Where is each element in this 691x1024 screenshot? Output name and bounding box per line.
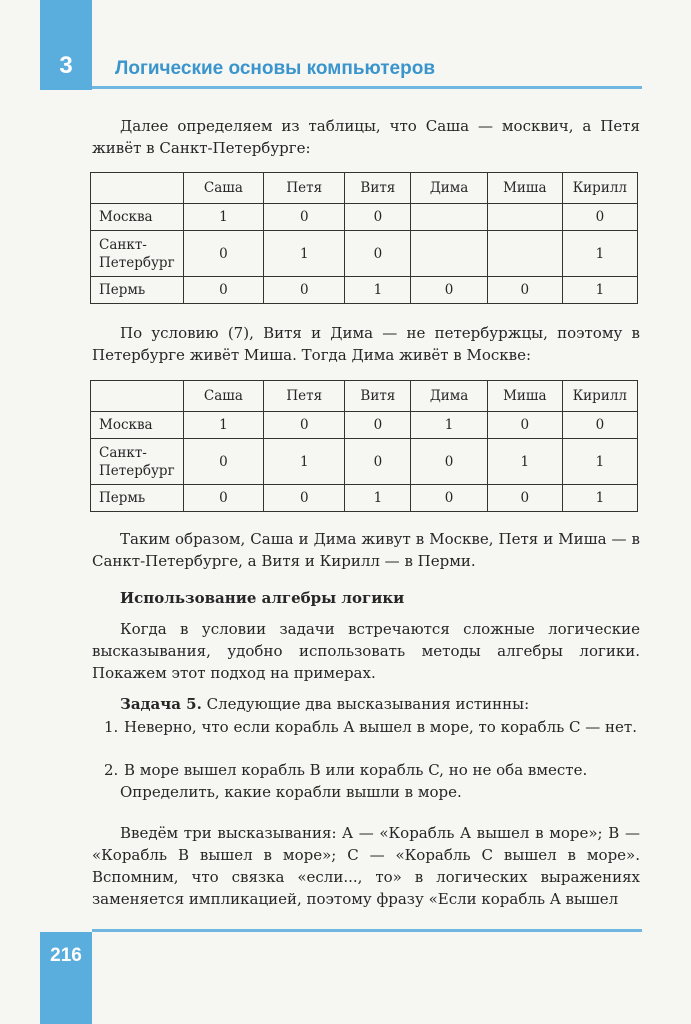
table-cell: 0 [183, 439, 263, 485]
task-item-2: 2. В море вышел корабль B или корабль C, но не оба вместе. [104, 761, 588, 779]
table-cell: 1 [183, 412, 263, 439]
column-header: Кирилл [562, 381, 637, 412]
table-cell: 1 [183, 204, 263, 231]
table-cell [411, 231, 488, 277]
table-2 [90, 380, 638, 512]
task-question: Определить, какие корабли вышли в море. [120, 783, 462, 801]
table-cell: 0 [264, 485, 345, 512]
table-cell: 1 [264, 439, 345, 485]
paragraph-1: Далее определяем из таблицы, что Саша — москвич, а Петя живёт в Санкт-Петербурге: [92, 117, 640, 157]
column-header [91, 381, 184, 412]
column-header: Витя [345, 381, 411, 412]
column-header: Петя [264, 381, 345, 412]
chapter-number: 3 [59, 52, 73, 79]
table-cell: 0 [487, 277, 562, 304]
column-header: Дима [411, 173, 488, 204]
table-1 [90, 172, 638, 304]
row-header: Санкт-Петербург [91, 231, 184, 277]
column-header: Кирилл [562, 173, 637, 204]
section-heading: Использование алгебры логики [120, 589, 405, 607]
table-cell: 0 [183, 231, 263, 277]
table-cell: 0 [183, 485, 263, 512]
header-rule [92, 86, 642, 89]
table-cell [487, 204, 562, 231]
paragraph-2: По условию (7), Витя и Дима — не петербуржцы, поэтому в Петербурге живёт Миша. Тогда Дима живёт в Москве: [92, 324, 640, 364]
row-header: Пермь [91, 485, 184, 512]
table-cell: 0 [562, 412, 637, 439]
table-cell: 0 [411, 485, 488, 512]
table-cell [411, 204, 488, 231]
row-header: Москва [91, 204, 184, 231]
table-cell: 0 [264, 277, 345, 304]
table-cell: 1 [562, 439, 637, 485]
column-header: Витя [345, 173, 411, 204]
table-row [91, 204, 638, 231]
table-cell: 1 [411, 412, 488, 439]
table-cell: 0 [487, 412, 562, 439]
table-cell: 0 [562, 204, 637, 231]
table-cell: 0 [487, 485, 562, 512]
column-header: Дима [411, 381, 488, 412]
table-cell: 0 [345, 204, 411, 231]
column-header: Саша [183, 381, 263, 412]
table-cell: 0 [345, 231, 411, 277]
table-cell: 0 [264, 412, 345, 439]
table-row [91, 439, 638, 485]
table-row [91, 485, 638, 512]
table-cell: 1 [345, 485, 411, 512]
table-cell: 0 [411, 439, 488, 485]
column-header: Миша [487, 381, 562, 412]
table-cell: 1 [562, 485, 637, 512]
page-number: 216 [50, 945, 82, 966]
table-row [91, 231, 638, 277]
table-cell: 0 [345, 412, 411, 439]
paragraph-4: Когда в условии задачи встречаются сложные логические высказывания, удобно использовать методы алгебры логики. Покажем этот подход на примерах. [92, 620, 640, 682]
table-cell [487, 231, 562, 277]
column-header: Миша [487, 173, 562, 204]
task-item-1: 1. Неверно, что если корабль A вышел в море, то корабль C — нет. [104, 718, 638, 736]
paragraph-3: Таким образом, Саша и Дима живут в Москве, Петя и Миша — в Санкт-Петербурге, а Витя и Кирилл — в Перми. [92, 530, 640, 570]
table-row [91, 412, 638, 439]
table-cell: 0 [411, 277, 488, 304]
table-cell: 0 [183, 277, 263, 304]
task-title: Задача 5. Следующие два высказывания истинны: [120, 695, 530, 713]
footer-rule [92, 929, 642, 932]
column-header: Петя [264, 173, 345, 204]
row-header: Санкт-Петербург [91, 439, 184, 485]
column-header [91, 173, 184, 204]
table-cell: 0 [345, 439, 411, 485]
table-cell: 1 [487, 439, 562, 485]
table-row [91, 277, 638, 304]
paragraph-5: Введём три высказывания: A — «Корабль A вышел в море»; B — «Корабль B вышел в море»; C — «Корабль C вышел в море». Вспомним, что связка «если..., то» в логических выражениях заменяется импликацией, поэтому фразу «Если корабль A вышел [92, 824, 640, 908]
table-cell: 1 [264, 231, 345, 277]
column-header: Саша [183, 173, 263, 204]
table-cell: 1 [562, 231, 637, 277]
table-cell: 1 [345, 277, 411, 304]
chapter-title: Логические основы компьютеров [115, 58, 436, 79]
table-cell: 1 [562, 277, 637, 304]
row-header: Пермь [91, 277, 184, 304]
row-header: Москва [91, 412, 184, 439]
table-cell: 0 [264, 204, 345, 231]
